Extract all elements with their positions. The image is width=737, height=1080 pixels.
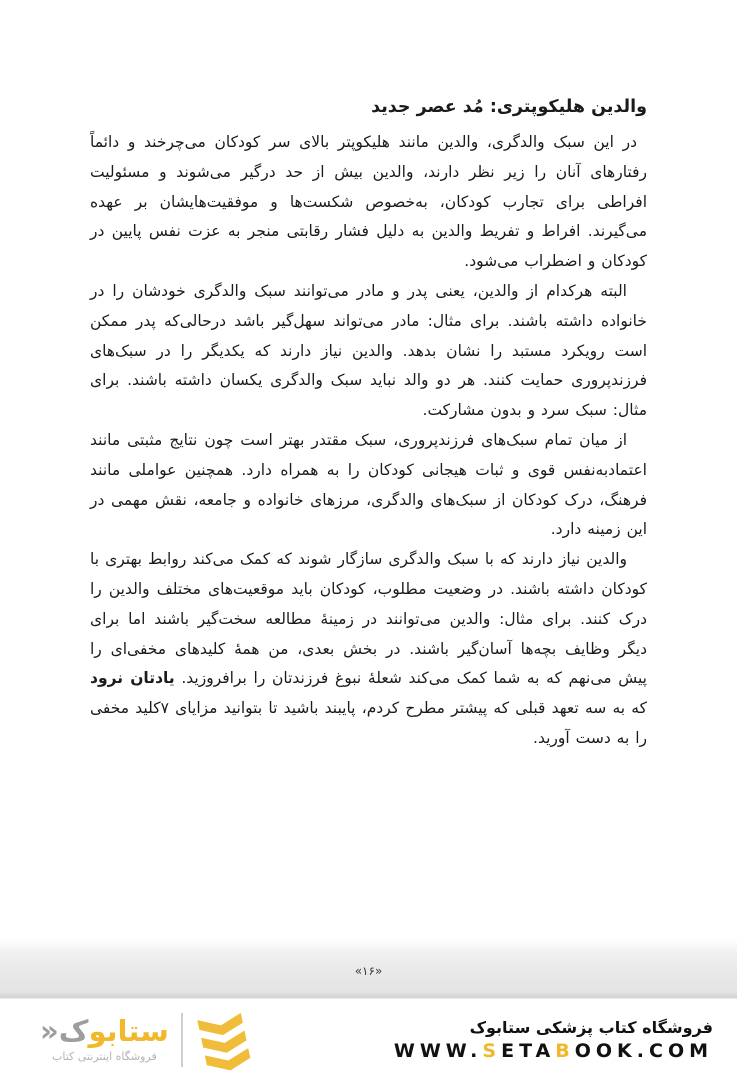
setabook-wordmark (40, 1014, 169, 1049)
site-url (394, 1040, 713, 1062)
paragraph-4-bold-phrase: یادتان نرود (90, 669, 175, 688)
paragraph-4-text-a: والدین نیاز دارند که با سبک والدگری سازگار شوند که کمک می‌کند روابط بهتری با کودکان داشته باشند. در وضعیت مطلوب، کودکان باید موقعیت‌های مختلف والدین را درک کنند. برای مثال: والدین می‌توانند در زمینهٔ مطالعه سخت‌گیر باشند اما برای دیگر وظایف بچه‌ها آسان‌گیر باشند. در بخش بعدی، من همهٔ کلیدهای مخفی‌ای را پیش می‌نهم که به شما کمک می‌کند شعلهٔ نبوغ فرزندتان را برافروزید. (90, 550, 647, 688)
paragraph-1-text: در این سبک والدگری، والدین مانند هلیکوپتر بالای سر کودکان می‌چرخند و دائماً رفتارهای آنان را زیر نظر دارند، والدین بیش از حد درگیر می‌شوند و مسئولیت افراطی برای تجارب کودکان، به‌خصوص شکست‌ها و موفقیت‌هایشان بر عهده می‌گیرند. افراط و تفریط والدین به دلیل فشار رقابتی منجر به عزت نفس پایین در کودکان و اضطراب می‌شود. (90, 133, 647, 271)
logo-divider-line (181, 1013, 183, 1067)
page-number: «۱۶» (354, 964, 383, 978)
url-part-www: WWW. (393, 1039, 483, 1062)
book-page-content (90, 97, 647, 754)
url-part-b: B (555, 1039, 575, 1062)
chapter-title: والدین هلیکوپتری: مُد عصر جدید (371, 97, 647, 117)
setabook-logo (40, 1007, 253, 1073)
paragraph-1 (90, 128, 647, 277)
setabook-wordmark-block (40, 1016, 169, 1062)
store-name: فروشگاه کتاب پزشکی ستابوک (469, 1017, 713, 1037)
chevron-logo-icon (195, 1007, 253, 1073)
logo-tagline: فروشگاه اینترنتی کتاب (52, 1049, 157, 1063)
paragraph-2 (90, 277, 647, 426)
url-part-ookcom: OOK.COM (574, 1039, 713, 1062)
setabook-footer-banner (0, 999, 737, 1080)
paragraph-2-text: البته هرکدام از والدین، یعنی پدر و مادر می‌توانند سبک والدگری خودشان را در خانواده داشته باشند. برای مثال: مادر می‌تواند سهل‌گیر باشد درحالی‌که پدر ممکن است رویکرد مستبد را نشان بدهد. والدین نیاز دارند که یکدیگر را در سبک‌های فرزندپروری حمایت کنند. هر دو والد نباید سبک والدگری یکسان داشته باشند. برای مثال: سبک سرد و بدون مشارکت. (90, 281, 647, 420)
wordmark-gray-letter: ک (58, 1014, 89, 1049)
url-part-eta: ETA (501, 1039, 556, 1062)
url-part-s: S (482, 1039, 502, 1062)
paragraph-4 (90, 545, 647, 754)
footer-text-block (394, 1018, 713, 1062)
wordmark-guillemet-mark: « (40, 1014, 59, 1049)
paragraph-3-text: از میان تمام سبک‌های فرزندپروری، سبک مقتدر بهتر است چون نتایج مثبتی مانند اعتمادبه‌نفس قوی و ثبات هیجانی کودکان را به همراه دارد. همچنین عواملی مانند فرهنگ، درک کودکان از سبک‌های والدگری، مرزهای خانواده و جامعه، نقش مهمی در این زمینه دارد. (90, 430, 647, 539)
paragraph-3 (90, 426, 647, 545)
page-bottom-shadow (0, 938, 737, 999)
wordmark-gold-letters: ستابو (88, 1014, 169, 1049)
paragraph-4-text-b: که به سه تعهد قبلی که پیشتر مطرح کردم، پایبند باشید تا بتوانید مزایای ۷کلید مخفی را به دست آورید. (90, 699, 647, 747)
